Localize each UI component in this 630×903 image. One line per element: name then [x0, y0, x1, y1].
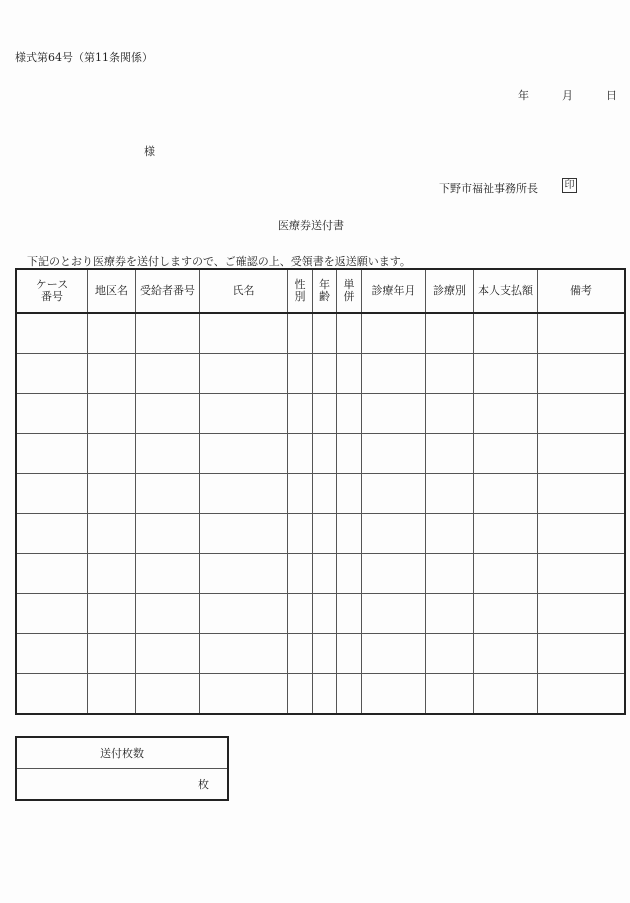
- table-cell[interactable]: [16, 514, 88, 554]
- table-cell[interactable]: [538, 554, 626, 594]
- table-cell[interactable]: [200, 354, 288, 394]
- table-cell[interactable]: [88, 674, 136, 715]
- column-header: ケース 番号: [16, 269, 88, 313]
- table-cell[interactable]: [313, 514, 337, 554]
- table-cell[interactable]: [313, 594, 337, 634]
- table-cell[interactable]: [288, 354, 313, 394]
- table-cell[interactable]: [16, 634, 88, 674]
- table-row: [16, 634, 625, 674]
- intro-text: 下記のとおり医療券を送付しますので、ご確認の上、受領書を返送願います。: [27, 255, 411, 268]
- table-cell[interactable]: [426, 634, 474, 674]
- table-cell[interactable]: [538, 394, 626, 434]
- table-cell[interactable]: [200, 634, 288, 674]
- table-cell[interactable]: [313, 434, 337, 474]
- table-cell[interactable]: [474, 354, 538, 394]
- table-cell[interactable]: [426, 434, 474, 474]
- table-cell[interactable]: [16, 434, 88, 474]
- table-cell[interactable]: [16, 474, 88, 514]
- table-cell[interactable]: [426, 594, 474, 634]
- table-cell[interactable]: [200, 674, 288, 715]
- table-cell[interactable]: [337, 474, 362, 514]
- table-cell[interactable]: [16, 594, 88, 634]
- table-cell[interactable]: [88, 514, 136, 554]
- sent-count-box: [15, 736, 229, 801]
- table-cell[interactable]: [288, 474, 313, 514]
- table-cell[interactable]: [136, 634, 200, 674]
- column-header: 性 別: [288, 269, 313, 313]
- table-cell[interactable]: [16, 313, 88, 354]
- table-cell[interactable]: [200, 474, 288, 514]
- table-cell[interactable]: [88, 313, 136, 354]
- sent-count-label: 送付枚数: [16, 737, 228, 769]
- table-cell[interactable]: [426, 674, 474, 715]
- table-cell[interactable]: [337, 554, 362, 594]
- table-cell[interactable]: [136, 434, 200, 474]
- table-cell[interactable]: [538, 674, 626, 715]
- table-cell[interactable]: [474, 434, 538, 474]
- table-cell[interactable]: [16, 674, 88, 715]
- table-cell[interactable]: [474, 394, 538, 434]
- table-cell[interactable]: [337, 394, 362, 434]
- table-cell[interactable]: [337, 514, 362, 554]
- table-cell[interactable]: [337, 434, 362, 474]
- table-cell[interactable]: [538, 594, 626, 634]
- table-cell[interactable]: [538, 313, 626, 354]
- table-row: [16, 354, 625, 394]
- table-row: [16, 674, 625, 715]
- table-header-row: [16, 269, 625, 313]
- table-cell[interactable]: [200, 554, 288, 594]
- table-cell[interactable]: [426, 514, 474, 554]
- table-row: [16, 394, 625, 434]
- column-header: 備考: [538, 269, 626, 313]
- table-cell[interactable]: [288, 674, 313, 715]
- table-cell[interactable]: [337, 313, 362, 354]
- table-row: [16, 313, 625, 354]
- table-cell[interactable]: [426, 313, 474, 354]
- table-cell[interactable]: [88, 434, 136, 474]
- table-cell[interactable]: [88, 354, 136, 394]
- table-cell[interactable]: [200, 514, 288, 554]
- form-number: 様式第64号（第11条関係）: [15, 51, 153, 64]
- table-cell[interactable]: [88, 634, 136, 674]
- table-cell[interactable]: [313, 394, 337, 434]
- table-cell[interactable]: [136, 313, 200, 354]
- table-row: [16, 474, 625, 514]
- issuer-name: 下野市福祉事務所長: [439, 182, 538, 195]
- table-cell[interactable]: [288, 313, 313, 354]
- table-cell[interactable]: [474, 554, 538, 594]
- seal-mark: 印: [562, 178, 577, 193]
- table-cell[interactable]: [337, 634, 362, 674]
- table-cell[interactable]: [200, 394, 288, 434]
- table-cell[interactable]: [136, 514, 200, 554]
- table-cell[interactable]: [16, 554, 88, 594]
- table-cell[interactable]: [538, 434, 626, 474]
- table-cell[interactable]: [88, 474, 136, 514]
- date-line: [518, 87, 617, 103]
- column-header: 年 齢: [313, 269, 337, 313]
- table-cell[interactable]: [426, 354, 474, 394]
- table-cell[interactable]: [362, 674, 426, 715]
- table-cell[interactable]: [474, 474, 538, 514]
- column-header: 診療年月: [362, 269, 426, 313]
- table-cell[interactable]: [136, 674, 200, 715]
- table-cell[interactable]: [337, 674, 362, 715]
- column-header: 氏名: [200, 269, 288, 313]
- table-cell[interactable]: [426, 554, 474, 594]
- table-cell[interactable]: [288, 554, 313, 594]
- table-cell[interactable]: [288, 434, 313, 474]
- table-body: [16, 313, 625, 714]
- table-cell[interactable]: [313, 313, 337, 354]
- table-cell[interactable]: [200, 594, 288, 634]
- column-header: 単 併: [337, 269, 362, 313]
- medical-ticket-table: [15, 268, 626, 715]
- table-cell[interactable]: [313, 554, 337, 594]
- table-cell[interactable]: [88, 594, 136, 634]
- table-cell[interactable]: [88, 554, 136, 594]
- table-cell[interactable]: [288, 514, 313, 554]
- table-row: [16, 514, 625, 554]
- sent-count-unit: 枚: [198, 778, 209, 791]
- table-cell[interactable]: [362, 434, 426, 474]
- table-cell[interactable]: [362, 634, 426, 674]
- table-cell[interactable]: [337, 594, 362, 634]
- table-cell[interactable]: [136, 554, 200, 594]
- column-header: 本人支払額: [474, 269, 538, 313]
- table-cell[interactable]: [538, 514, 626, 554]
- table-cell[interactable]: [362, 313, 426, 354]
- table-cell[interactable]: [362, 554, 426, 594]
- table-cell[interactable]: [362, 514, 426, 554]
- table-cell[interactable]: [538, 634, 626, 674]
- table-cell[interactable]: [136, 394, 200, 434]
- table-cell[interactable]: [426, 474, 474, 514]
- table-cell[interactable]: [538, 354, 626, 394]
- table-cell[interactable]: [200, 313, 288, 354]
- addressee-suffix: 様: [144, 145, 155, 158]
- sent-count-field[interactable]: [16, 769, 228, 801]
- table-cell[interactable]: [474, 594, 538, 634]
- table-cell[interactable]: [88, 394, 136, 434]
- column-header: 地区名: [88, 269, 136, 313]
- table-cell[interactable]: [337, 354, 362, 394]
- table-cell[interactable]: [16, 354, 88, 394]
- table-cell[interactable]: [362, 594, 426, 634]
- table-cell[interactable]: [474, 514, 538, 554]
- table-cell[interactable]: [313, 634, 337, 674]
- table-cell[interactable]: [362, 354, 426, 394]
- table-row: [16, 434, 625, 474]
- table-cell[interactable]: [426, 394, 474, 434]
- table-cell[interactable]: [288, 394, 313, 434]
- table-cell[interactable]: [136, 474, 200, 514]
- column-header: 受給者番号: [136, 269, 200, 313]
- table-cell[interactable]: [474, 674, 538, 715]
- table-cell[interactable]: [136, 594, 200, 634]
- column-header: 診療別: [426, 269, 474, 313]
- table-cell[interactable]: [288, 594, 313, 634]
- table-cell[interactable]: [538, 474, 626, 514]
- table-cell[interactable]: [362, 394, 426, 434]
- date-month-field[interactable]: 月: [562, 89, 573, 102]
- table-row: [16, 554, 625, 594]
- table-cell[interactable]: [474, 634, 538, 674]
- table-cell[interactable]: [200, 434, 288, 474]
- table-cell[interactable]: [313, 354, 337, 394]
- table-cell[interactable]: [136, 354, 200, 394]
- document-title: 医療券送付書: [278, 219, 344, 232]
- table-row: [16, 594, 625, 634]
- date-year-field[interactable]: 年: [518, 89, 529, 102]
- table-cell[interactable]: [16, 394, 88, 434]
- table-cell[interactable]: [474, 313, 538, 354]
- table-cell[interactable]: [362, 474, 426, 514]
- table-cell[interactable]: [313, 674, 337, 715]
- table-cell[interactable]: [313, 474, 337, 514]
- date-day-field[interactable]: 日: [606, 89, 617, 102]
- table-cell[interactable]: [288, 634, 313, 674]
